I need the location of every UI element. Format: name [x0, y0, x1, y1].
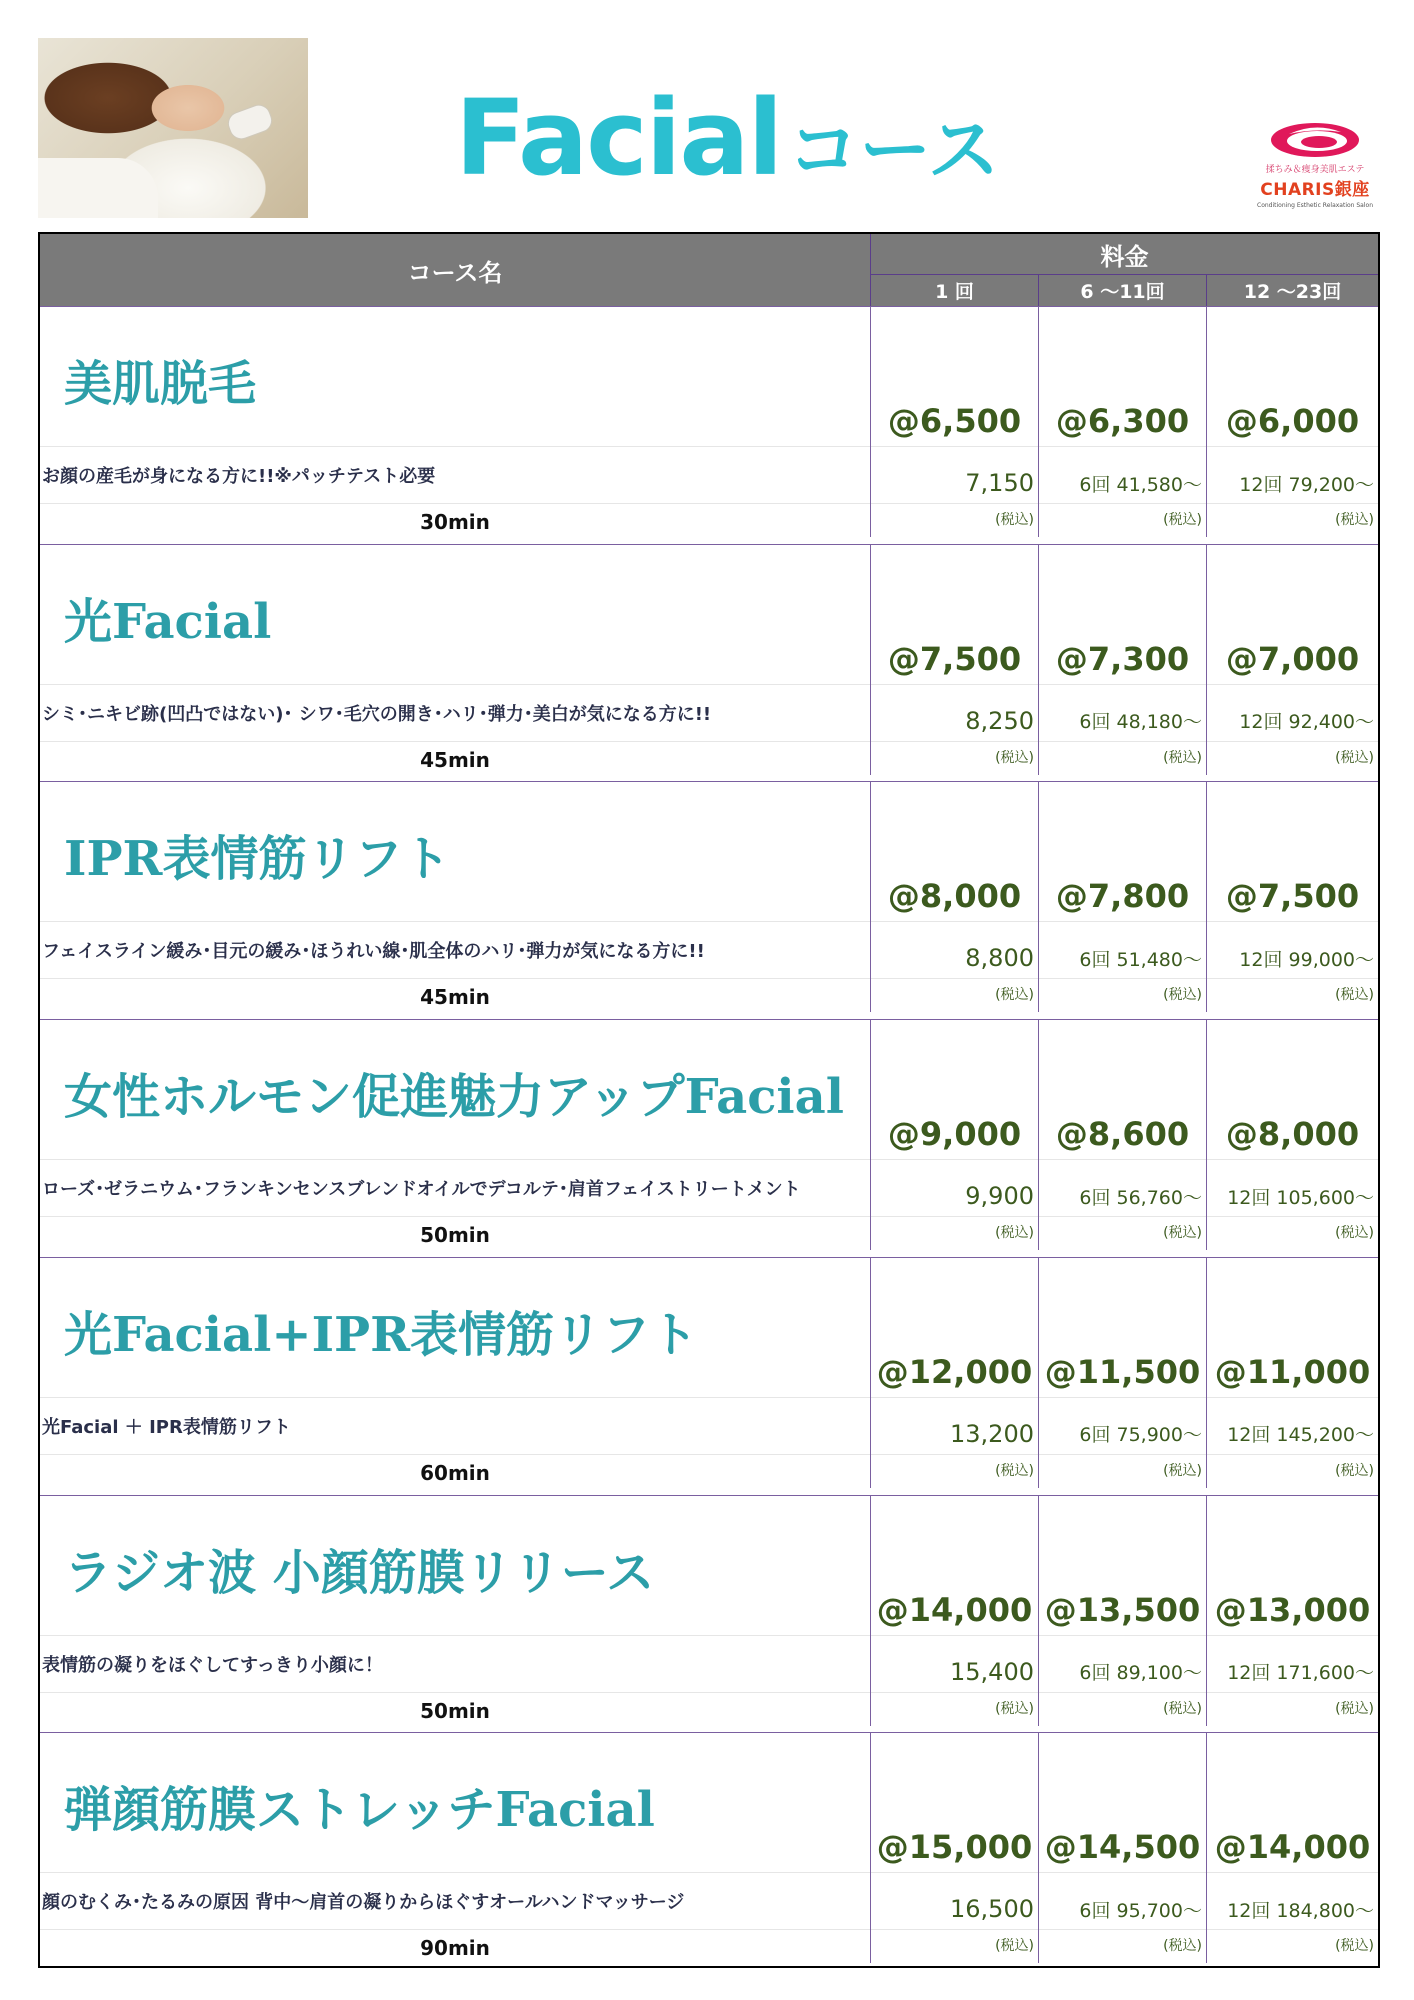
header-course-name: コース名 — [40, 234, 871, 306]
price-with-tax: 6回 95,700～ — [1079, 1899, 1202, 1922]
divider — [871, 978, 1038, 979]
price-cell — [1207, 782, 1378, 1012]
price-per-session: @7,800 — [1055, 877, 1190, 916]
divider — [1207, 503, 1378, 504]
price-with-tax: 6回 56,760～ — [1079, 1186, 1202, 1209]
divider — [871, 1692, 1038, 1693]
price-per-session: @14,000 — [876, 1590, 1033, 1629]
tax-included-label: (税込) — [1163, 1225, 1202, 1242]
divider — [871, 1929, 1038, 1930]
divider — [1039, 503, 1206, 504]
divider — [871, 921, 1038, 922]
price-with-tax: 12回 105,600～ — [1227, 1186, 1374, 1209]
logo-tagline: 揉ちみ＆痩身美肌エステ — [1265, 165, 1365, 175]
divider — [1207, 978, 1378, 979]
divider — [1039, 446, 1206, 447]
divider — [1039, 921, 1206, 922]
price-per-session: @7,300 — [1055, 639, 1190, 678]
divider — [1207, 1692, 1378, 1693]
price-per-session: @6,500 — [887, 402, 1022, 440]
price-per-session: @15,000 — [876, 1828, 1033, 1867]
divider — [1207, 741, 1378, 742]
tax-included-label: (税込) — [995, 1700, 1034, 1717]
course-duration: 45min — [420, 747, 490, 772]
divider — [1039, 741, 1206, 742]
tax-included-label: (税込) — [995, 512, 1034, 528]
price-table — [38, 232, 1380, 1968]
course-description: ローズ･ゼラニウム･フランキンセンスブレンドオイルでデコルテ･肩首フェイストリートメント — [40, 1159, 870, 1217]
divider — [1207, 1635, 1378, 1636]
price-cell — [1039, 1258, 1207, 1488]
price-cell — [871, 1496, 1039, 1726]
price-with-tax: 12回 79,200～ — [1239, 473, 1374, 496]
course-title: IPR表情筋リフト — [64, 831, 451, 888]
course-name-cell — [40, 1020, 871, 1250]
divider — [871, 1216, 1038, 1217]
course-title: ラジオ波 小顔筋膜リリース — [64, 1544, 655, 1601]
logo-small-text: Conditioning Esthetic Relaxation Salon — [1257, 202, 1373, 209]
price-cell — [1039, 782, 1207, 1012]
logo-mark-icon — [1267, 120, 1363, 160]
price-cell — [1207, 1496, 1378, 1726]
price-cell — [871, 1020, 1039, 1250]
divider — [1039, 1454, 1206, 1455]
price-per-session: @8,000 — [1225, 1115, 1360, 1154]
course-row — [40, 781, 1378, 1019]
price-per-session: @7,500 — [1225, 877, 1360, 916]
price-with-tax: 6回 89,100～ — [1079, 1662, 1202, 1684]
price-per-session: @12,000 — [876, 1352, 1033, 1391]
price-cell — [871, 545, 1039, 775]
price-cell — [1207, 1020, 1378, 1250]
price-per-session: @13,500 — [1044, 1590, 1201, 1629]
price-per-session: @7,500 — [887, 639, 1022, 678]
course-duration: 45min — [420, 985, 490, 1010]
course-name-cell — [40, 1733, 871, 1963]
price-with-tax: 12回 145,200～ — [1227, 1424, 1374, 1447]
divider — [1039, 1397, 1206, 1398]
tax-included-label: (税込) — [1163, 987, 1202, 1004]
price-per-session: @14,000 — [1214, 1828, 1371, 1867]
tax-included-label: (税込) — [1163, 749, 1202, 766]
price-with-tax: 12回 92,400～ — [1239, 711, 1374, 734]
course-title: 光Facial+IPR表情筋リフト — [64, 1306, 699, 1363]
header-col-3: 12 ～23回 — [1243, 281, 1342, 303]
course-description: フェイスライン緩み･目元の緩み･ほうれい線･肌全体のハリ･弾力が気になる方に!! — [40, 921, 870, 979]
page-title — [455, 60, 1000, 199]
price-with-tax: 16,500 — [950, 1895, 1034, 1924]
price-per-session: @8,000 — [887, 877, 1022, 916]
price-with-tax: 8,250 — [965, 706, 1034, 735]
towel — [38, 158, 158, 218]
divider — [1207, 1454, 1378, 1455]
course-name-cell — [40, 545, 871, 775]
course-description: 光Facial ＋ IPR表情筋リフト — [40, 1397, 870, 1455]
course-row — [40, 306, 1378, 544]
price-with-tax: 13,200 — [950, 1419, 1034, 1448]
price-cell — [1207, 307, 1378, 537]
price-cell — [1039, 1020, 1207, 1250]
price-per-session: @6,300 — [1055, 402, 1190, 440]
header-col-2: 6 ～11回 — [1039, 275, 1207, 306]
divider — [1039, 1159, 1206, 1160]
course-row — [40, 1019, 1378, 1257]
tax-included-label: (税込) — [995, 1462, 1034, 1479]
price-with-tax: 6回 41,580～ — [1079, 473, 1202, 496]
price-cell — [1039, 545, 1207, 775]
tax-included-label: (税込) — [1335, 749, 1374, 766]
header-price: 料金 — [871, 234, 1378, 275]
course-name-cell — [40, 1258, 871, 1488]
price-with-tax: 6回 48,180～ — [1079, 711, 1202, 734]
tax-included-label: (税込) — [1163, 1462, 1202, 1479]
logo-name: CHARIS銀座 — [1260, 180, 1370, 200]
course-description: 表情筋の凝りをほぐしてすっきり小顔に！ — [40, 1635, 870, 1693]
price-cell — [871, 307, 1039, 537]
course-duration: 50min — [420, 1698, 490, 1723]
facial-device — [225, 101, 276, 142]
price-with-tax: 15,400 — [950, 1657, 1034, 1686]
price-cell — [1207, 1733, 1378, 1963]
charis-logo — [1240, 120, 1390, 230]
price-cell — [871, 1733, 1039, 1963]
price-with-tax: 6回 51,480～ — [1079, 948, 1202, 971]
course-row — [40, 1257, 1378, 1495]
tax-included-label: (税込) — [1163, 1938, 1202, 1955]
price-cell — [1039, 1496, 1207, 1726]
divider — [871, 446, 1038, 447]
tax-included-label: (税込) — [1163, 1700, 1202, 1717]
divider — [1207, 1397, 1378, 1398]
title-sub: コース — [787, 108, 1000, 192]
divider — [1039, 1635, 1206, 1636]
course-duration: 50min — [420, 1223, 490, 1248]
price-per-session: @11,000 — [1214, 1352, 1371, 1391]
divider — [871, 684, 1038, 685]
course-row — [40, 544, 1378, 782]
tax-included-label: (税込) — [995, 1938, 1034, 1955]
facial-treatment-photo — [38, 38, 308, 218]
course-name-cell — [40, 307, 871, 537]
price-per-session: @11,500 — [1044, 1352, 1201, 1391]
course-duration: 90min — [420, 1936, 490, 1961]
price-per-session: @7,000 — [1225, 639, 1360, 678]
price-with-tax: 12回 171,600～ — [1227, 1662, 1374, 1684]
divider — [1039, 1692, 1206, 1693]
course-row — [40, 1495, 1378, 1733]
price-with-tax: 8,800 — [965, 944, 1034, 973]
course-description: シミ･ニキビ跡(凹凸ではない)･ シワ･毛穴の開き･ハリ･弾力･美白が気になる方に!! — [40, 684, 870, 742]
divider — [1207, 1216, 1378, 1217]
divider — [871, 741, 1038, 742]
price-with-tax: 12回 184,800～ — [1227, 1899, 1374, 1922]
divider — [1207, 1159, 1378, 1160]
tax-included-label: (税込) — [1335, 987, 1374, 1004]
price-with-tax: 12回 99,000～ — [1239, 948, 1374, 971]
course-duration: 30min — [420, 510, 490, 534]
tax-included-label: (税込) — [1335, 1462, 1374, 1479]
price-cell — [871, 1258, 1039, 1488]
course-description: お顔の産毛が身になる方に!!※パッチテスト必要 — [40, 446, 870, 504]
tax-included-label: (税込) — [995, 987, 1034, 1004]
price-with-tax: 7,150 — [965, 469, 1034, 497]
course-row — [40, 1732, 1378, 1966]
divider — [1207, 446, 1378, 447]
divider — [1207, 1929, 1378, 1930]
divider — [871, 1635, 1038, 1636]
price-with-tax: 9,900 — [965, 1182, 1034, 1211]
price-cell — [1207, 1258, 1378, 1488]
divider — [871, 503, 1038, 504]
divider — [1039, 978, 1206, 979]
divider — [1207, 1872, 1378, 1873]
tax-included-label: (税込) — [1335, 512, 1374, 528]
header-col-1: 1 回 — [871, 275, 1039, 306]
divider — [871, 1159, 1038, 1160]
course-name-cell — [40, 1496, 871, 1726]
price-cell — [1207, 545, 1378, 775]
price-per-session: @6,000 — [1225, 402, 1360, 440]
price-per-session: @14,500 — [1044, 1828, 1201, 1867]
tax-included-label: (税込) — [1163, 512, 1202, 528]
course-title: 弾顔筋膜ストレッチFacial — [64, 1782, 655, 1839]
divider — [871, 1397, 1038, 1398]
price-per-session: @9,000 — [887, 1115, 1022, 1154]
price-cell — [1039, 1733, 1207, 1963]
divider — [871, 1454, 1038, 1455]
divider — [871, 1872, 1038, 1873]
tax-included-label: (税込) — [995, 1225, 1034, 1242]
divider — [1039, 1216, 1206, 1217]
divider — [1039, 1929, 1206, 1930]
tax-included-label: (税込) — [1335, 1700, 1374, 1717]
tax-included-label: (税込) — [1335, 1225, 1374, 1242]
divider — [1207, 684, 1378, 685]
course-title: 女性ホルモン促進魅力アップFacial — [64, 1069, 844, 1126]
table-header — [40, 234, 1378, 306]
price-with-tax: 6回 75,900～ — [1079, 1424, 1202, 1447]
course-name-cell — [40, 782, 871, 1012]
course-title: 光Facial — [64, 593, 272, 650]
price-cell — [871, 782, 1039, 1012]
price-cell — [1039, 307, 1207, 537]
course-title: 美肌脱毛 — [64, 356, 257, 412]
price-per-session: @8,600 — [1055, 1115, 1190, 1154]
divider — [1039, 684, 1206, 685]
course-description: 顔のむくみ･たるみの原因 背中～肩首の凝りからほぐすオールハンドマッサージ — [40, 1872, 870, 1930]
tax-included-label: (税込) — [1335, 1938, 1374, 1955]
divider — [1039, 1872, 1206, 1873]
price-per-session: @13,000 — [1214, 1590, 1371, 1629]
tax-included-label: (税込) — [995, 749, 1034, 766]
divider — [1207, 921, 1378, 922]
course-duration: 60min — [420, 1460, 490, 1485]
title-main: Facial — [455, 77, 782, 199]
